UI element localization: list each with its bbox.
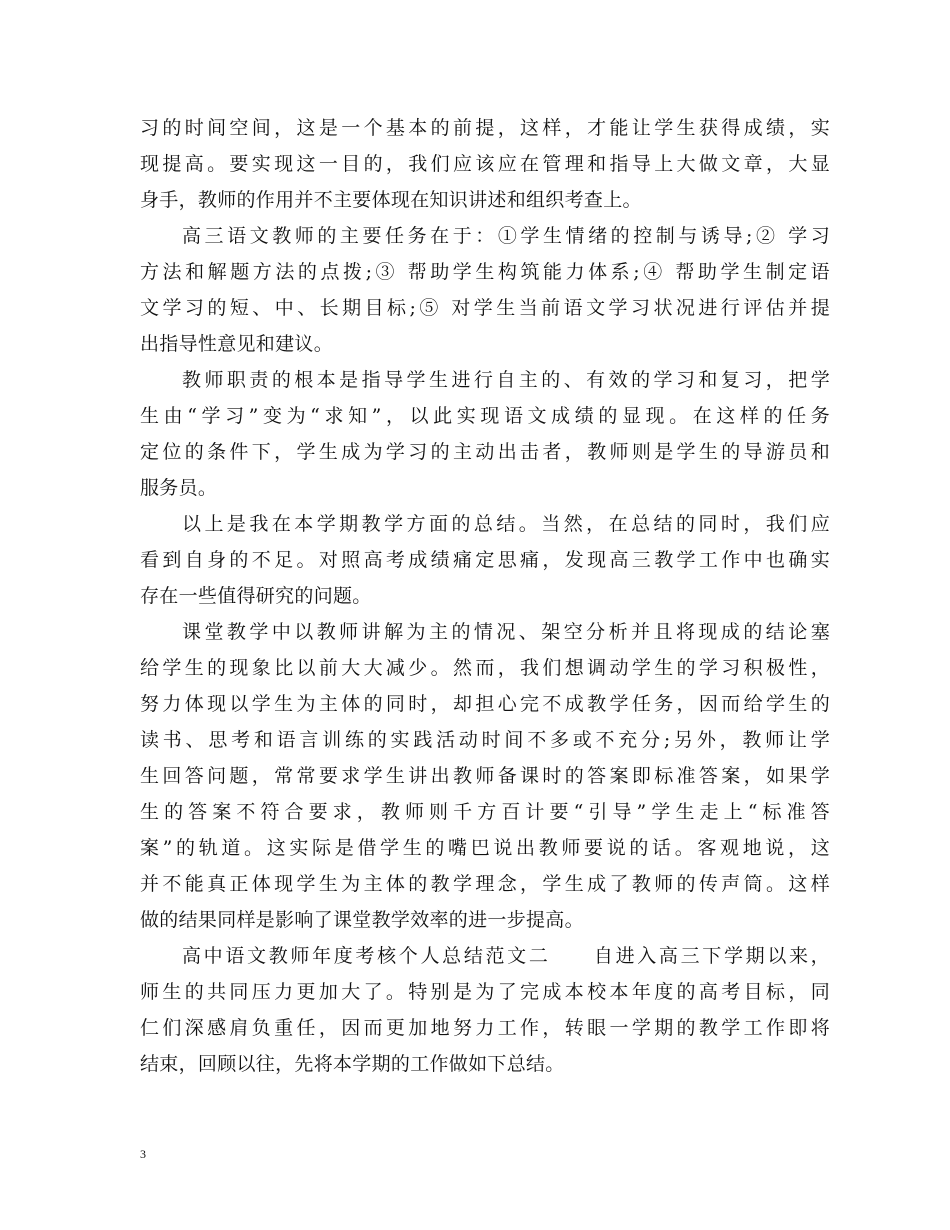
text-line: 定位的条件下，学生成为学习的主动出击者，教师则是学生的导游员和 <box>140 441 830 463</box>
text-line: 读书、思考和语言训练的实践活动时间不多或不充分;另外，教师让学 <box>140 729 830 751</box>
text-line: 案”的轨道。这实际是借学生的嘴巴说出教师要说的话。客观地说，这 <box>140 837 830 859</box>
text-line: 教师职责的根本是指导学生进行自主的、有效的学习和复习，把学 <box>182 369 830 391</box>
text-line: 仁们深感肩负重任，因而更加地努力工作，转眼一学期的教学工作即将 <box>140 1017 830 1039</box>
text-line: 给学生的现象比以前大大减少。然而，我们想调动学生的学习积极性， <box>140 657 830 679</box>
text-line: 存在一些值得研究的问题。 <box>140 585 372 607</box>
text-line: 身手，教师的作用并不主要体现在知识讲述和组织考查上。 <box>140 189 642 211</box>
text-line: 做的结果同样是影响了课堂教学效率的进一步提高。 <box>140 909 584 931</box>
text-line: 生回答问题，常常要求学生讲出教师备课时的答案即标准答案，如果学 <box>140 765 830 787</box>
text-line: 服务员。 <box>140 477 218 499</box>
text-line: 看到自身的不足。对照高考成绩痛定思痛，发现高三教学工作中也确实 <box>140 549 830 571</box>
text-line: 现提高。要实现这一目的，我们应该应在管理和指导上大做文章，大显 <box>140 153 830 175</box>
text-line: 高三语文教师的主要任务在于：①学生情绪的控制与诱导;② 学习 <box>182 225 830 247</box>
document-body <box>140 110 830 1082</box>
text-line: 方法和解题方法的点拨;③ 帮助学生构筑能力体系;④ 帮助学生制定语 <box>140 261 830 283</box>
text-line: 出指导性意见和建议。 <box>140 333 334 355</box>
text-line: 并不能真正体现学生为主体的教学理念，学生成了教师的传声筒。这样 <box>140 873 830 895</box>
text-line: 文学习的短、中、长期目标;⑤ 对学生当前语文学习状况进行评估并提 <box>140 297 830 319</box>
text-line: 生的答案不符合要求，教师则千方百计要“引导”学生走上“标准答 <box>140 801 830 823</box>
text-line: 师生的共同压力更加大了。特别是为了完成本校本年度的高考目标，同 <box>140 981 830 1003</box>
text-line: 以上是我在本学期教学方面的总结。当然，在总结的同时，我们应 <box>182 513 830 535</box>
text-line: 生由“学习”变为“求知”，以此实现语文成绩的显现。在这样的任务 <box>140 405 830 427</box>
text-line: 努力体现以学生为主体的同时，却担心完不成教学任务，因而给学生的 <box>140 693 830 715</box>
text-line: 高中语文教师年度考核个人总结范文二 自进入高三下学期以来， <box>182 945 830 967</box>
text-line: 习的时间空间，这是一个基本的前提，这样，才能让学生获得成绩，实 <box>140 117 830 139</box>
text-line: 结束，回顾以往，先将本学期的工作做如下总结。 <box>140 1053 565 1075</box>
text-line: 课堂教学中以教师讲解为主的情况、架空分析并且将现成的结论塞 <box>182 621 830 643</box>
page-number: 3 <box>140 1147 146 1161</box>
